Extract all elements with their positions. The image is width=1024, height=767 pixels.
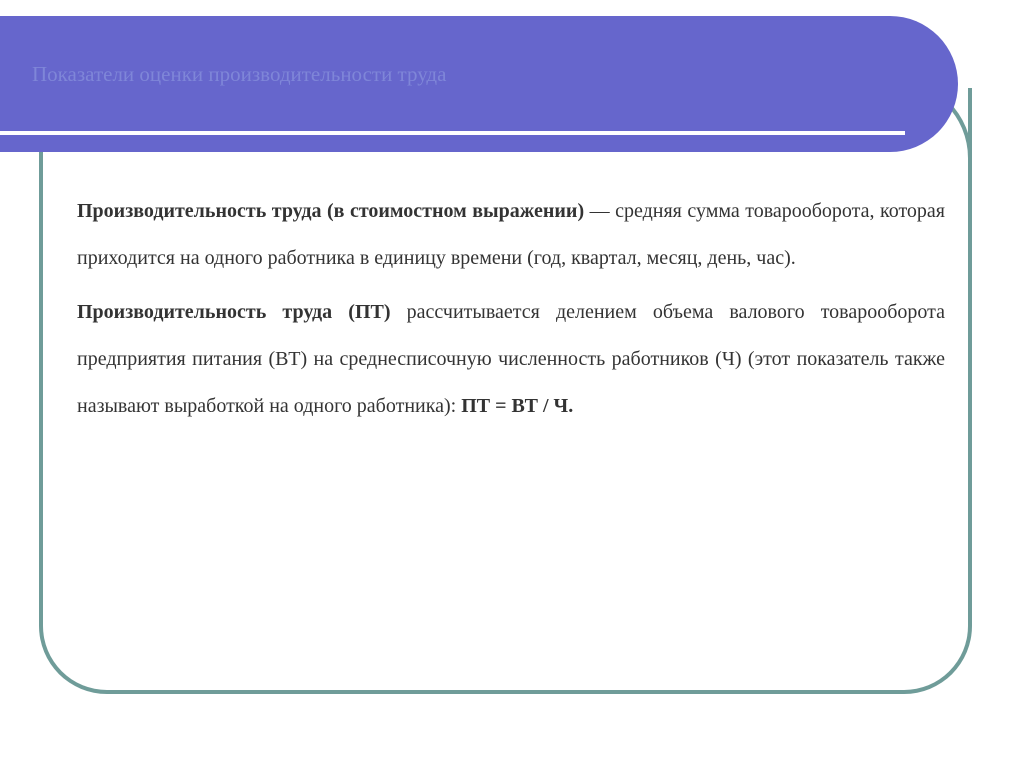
paragraph-definition bbox=[77, 188, 945, 282]
title-underline bbox=[0, 131, 905, 135]
definition-text: — средняя сумма товарооборота, которая приходится на одного работника в единицу времени (год, квартал, месяц, день, час). bbox=[77, 200, 946, 269]
term-value-productivity: Производительность труда (в стоимостном выражении) bbox=[77, 200, 585, 222]
calculation-text: рассчитывается делением объема валового товарооборота предприятия питания (ВТ) на среднесписочную численность работников (Ч) (этот показатель также называют выработкой на одного работника): bbox=[77, 301, 945, 417]
term-productivity-pt: Производительность труда (ПТ) bbox=[77, 301, 391, 323]
slide-body bbox=[77, 188, 945, 437]
formula: ПТ = ВТ / Ч. bbox=[461, 395, 574, 417]
slide-title: Показатели оценки производительности труда bbox=[32, 62, 447, 86]
paragraph-calculation bbox=[77, 289, 945, 430]
